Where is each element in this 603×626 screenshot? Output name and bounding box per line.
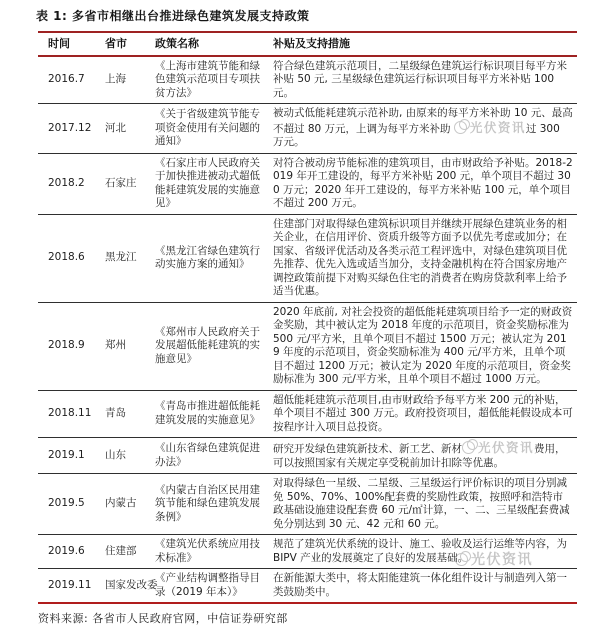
cell-policy: 《建筑光伏系统应用技术标准》 bbox=[155, 535, 273, 569]
cell-time: 2018.2 bbox=[38, 153, 105, 214]
cell-region: 黑龙江 bbox=[105, 214, 155, 302]
cell-region: 河北 bbox=[105, 104, 155, 154]
cell-measure: 在新能源大类中，将太阳能建筑一体化组件设计与制造列入第一类鼓励类中。 bbox=[273, 569, 577, 604]
table-row bbox=[38, 214, 577, 302]
table-row bbox=[38, 438, 577, 474]
header-region: 省市 bbox=[105, 32, 155, 56]
cell-region: 内蒙古 bbox=[105, 474, 155, 535]
table-row bbox=[38, 104, 577, 154]
cell-time: 2017.12 bbox=[38, 104, 105, 154]
table-header bbox=[38, 32, 577, 56]
table-row bbox=[38, 302, 577, 390]
cell-measure: 2020 年底前, 对社会投资的超低能耗建筑项目给予一定的财政资金奖励，其中被认定为 2018 年度的示范项目，资金奖励标准为 500 元/平方米，且单个项目不超过 1500 万元；被认定为 2019 年度的示范项目，资金奖励标准为 400 元/平方米，且单个项目不超过 1200 万元；被认定为 2020 年度的示范项目，资金奖励标准为 300 元/平方米，且单个项目不超过 1000 万元。 bbox=[273, 302, 577, 390]
cell-policy: 《关于省级建筑节能专项资金使用有关问题的通知》 bbox=[155, 104, 273, 154]
watermark-logo-icon bbox=[455, 553, 468, 566]
table-row bbox=[38, 569, 577, 604]
cell-region: 青岛 bbox=[105, 390, 155, 438]
watermark-text: 光伏资讯 bbox=[471, 552, 533, 568]
cell-time: 2019.5 bbox=[38, 474, 105, 535]
header-measure: 补贴及支持措施 bbox=[273, 32, 577, 56]
cell-policy: 《石家庄市人民政府关于加快推进被动式超低能耗建筑发展的实施意见》 bbox=[155, 153, 273, 214]
table-row bbox=[38, 153, 577, 214]
cell-measure: 对取得绿色一星级、二星级、三星级运行评价标识的项目分别减免 50%、70%、100%配套费的奖励性政策，按照呼和浩特市政基础设施建设配套费 60 元/㎡计算，一、二、三星级配套费减免分别达到 30 元、42 元和 60 元。 bbox=[273, 474, 577, 535]
cell-region: 国家发改委 bbox=[105, 569, 155, 604]
watermark-logo-icon bbox=[462, 441, 475, 454]
cell-time: 2018.11 bbox=[38, 390, 105, 438]
cell-measure: 超低能耗建筑示范项目,由市财政给予每平方米 200 元的补贴，单个项目不超过 300 万元。政府投资项目，超低能耗假设成本可按程序计入项目总投资。 bbox=[273, 390, 577, 438]
cell-region: 石家庄 bbox=[105, 153, 155, 214]
header-row bbox=[38, 32, 577, 56]
watermark-logo-icon bbox=[454, 121, 467, 134]
cell-policy: 《内蒙古自治区民用建筑节能和绿色建筑发展条例》 bbox=[155, 474, 273, 535]
policy-table bbox=[38, 31, 577, 604]
table-row bbox=[38, 390, 577, 438]
cell-measure: 住建部门对取得绿色建筑标识项目并继续开展绿色建筑业务的相关企业，在信用评价、资质升级等方面予以优先考虑或加分；在国家、省级评优活动及各类示范工程评选中，对绿色建筑项目优先推荐、优先入选或适当加分，支持金融机构在符合国家房地产调控政策前提下对购买绿色住宅的消费者在购房贷款利率上给予适当优惠。 bbox=[273, 214, 577, 302]
watermark-bottom bbox=[455, 549, 533, 569]
policy-table-body bbox=[38, 56, 577, 604]
header-time: 时间 bbox=[38, 32, 105, 56]
watermark-inline: 光伏资讯 bbox=[462, 441, 534, 455]
cell-time: 2018.9 bbox=[38, 302, 105, 390]
watermark-inline: 光伏资讯 bbox=[454, 121, 526, 135]
source-note: 资料来源: 各省市人民政府官网，中信证券研究部 bbox=[38, 612, 288, 625]
cell-region: 郑州 bbox=[105, 302, 155, 390]
cell-policy: 《上海市建筑节能和绿色建筑示范项目专项扶贫方法》 bbox=[155, 56, 273, 104]
cell-time: 2018.6 bbox=[38, 214, 105, 302]
cell-measure: 对符合被动房节能标准的建筑项目，由市财政给予补贴。2018-2019 年开工建设的，每平方米补贴 200 元，单个项目不超过 300 万元；2020 年开工建设的，每平方米补贴 100 元，单个项目不超过 200 万元。 bbox=[273, 153, 577, 214]
cell-region: 住建部 bbox=[105, 535, 155, 569]
table-row bbox=[38, 56, 577, 104]
cell-measure: 研究开发绿色建筑新技术、新工艺、新材 光伏资讯费用，可以按照国家有关规定享受税前加计扣除等优惠。 bbox=[273, 438, 577, 474]
cell-time: 2019.11 bbox=[38, 569, 105, 604]
header-policy: 政策名称 bbox=[155, 32, 273, 56]
cell-policy: 《青岛市推进超低能耗建筑发展的实施意见》 bbox=[155, 390, 273, 438]
table-row bbox=[38, 474, 577, 535]
cell-region: 上海 bbox=[105, 56, 155, 104]
cell-measure: 被动式低能耗建筑示范补助, 由原来的每平方米补助 10 元、最高不超过 80 万元，上调为每平方米补助 光伏资讯过 300 万元。 bbox=[273, 104, 577, 154]
cell-region: 山东 bbox=[105, 438, 155, 474]
cell-time: 2016.7 bbox=[38, 56, 105, 104]
cell-policy: 《黑龙江省绿色建筑行动实施方案的通知》 bbox=[155, 214, 273, 302]
cell-time: 2019.6 bbox=[38, 535, 105, 569]
cell-policy: 《山东省绿色建筑促进办法》 bbox=[155, 438, 273, 474]
cell-measure: 规范了建筑光伏系统的设计、施工、验收及运行运维等内容，为 BIPV 产业的发展奠定了良好的发展基础。 bbox=[273, 535, 577, 569]
cell-time: 2019.1 bbox=[38, 438, 105, 474]
table-title: 表 1: 多省市相继出台推进绿色建筑发展支持政策 bbox=[36, 9, 310, 23]
cell-measure: 符合绿色建筑示范项目，二星级绿色建筑运行标识项目每平方米补贴 50 元, 三星级绿色建筑运行标识项目每平方米补贴 100 元。 bbox=[273, 56, 577, 104]
cell-policy: 《产业结构调整指导目录（2019 年本）》 bbox=[155, 569, 273, 604]
cell-policy: 《郑州市人民政府关于发展超低能耗建筑的实施意见》 bbox=[155, 302, 273, 390]
